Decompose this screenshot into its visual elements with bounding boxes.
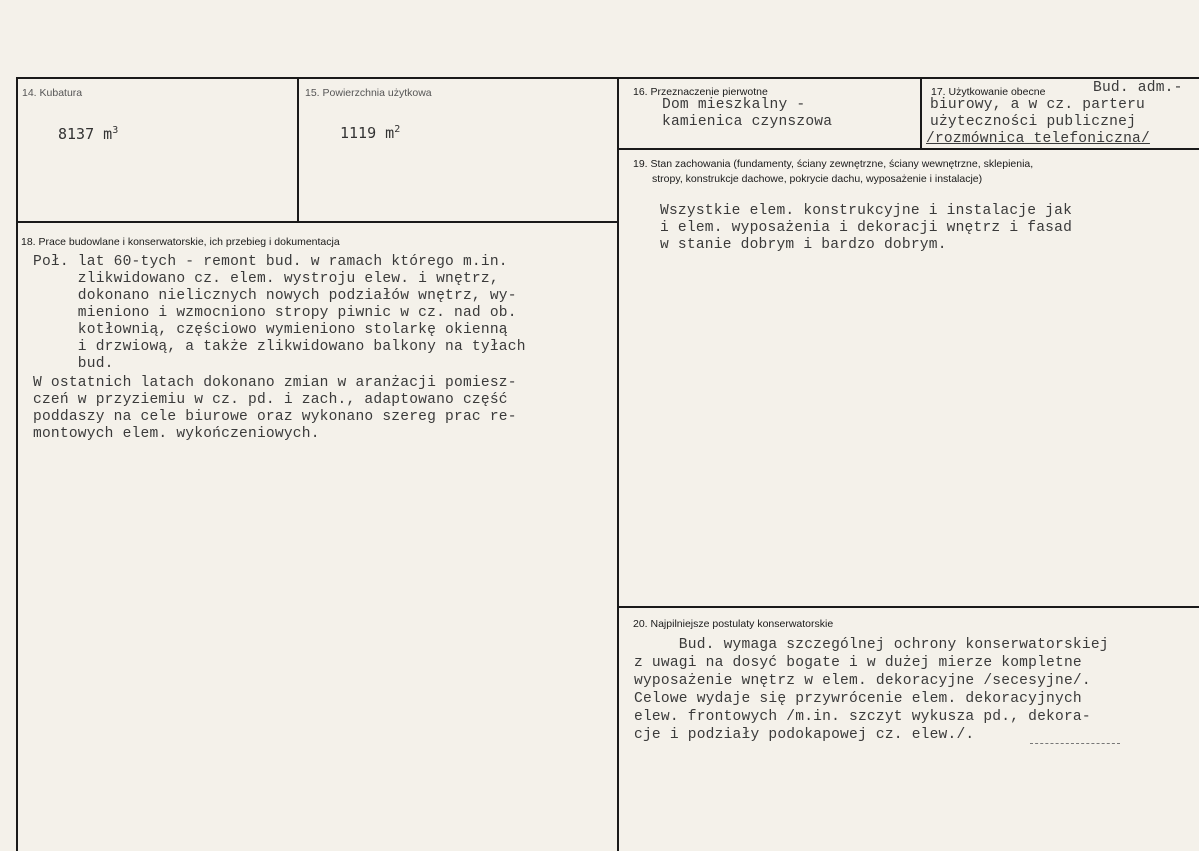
postulates-line: elew. frontowych /m.in. szczyt wykusza pd., dekora- [634, 709, 1091, 725]
condition-line: Wszystkie elem. konstrukcyjne i instalacje jak [660, 203, 1073, 219]
postulates-line: cje i podziały podokapowej cz. elew./. [634, 727, 975, 743]
works-line: czeń w przyziemiu w cz. pd. i zach., adaptowano część [33, 392, 508, 408]
rule-below-14-15 [16, 221, 618, 223]
current-use-first: Bud. adm.- [1093, 80, 1183, 96]
top-rule [16, 77, 1199, 79]
original-purpose-line: Dom mieszkalny - [662, 97, 806, 113]
field-19-label: 19. Stan zachowania (fundamenty, ściany zewnętrzne, ściany wewnętrzne, sklepienia, [633, 158, 1034, 170]
left-edge [16, 77, 18, 851]
postulates-line: Bud. wymaga szczególnej ochrony konserwatorskiej [634, 637, 1109, 653]
works-line: zlikwidowano cz. elem. wystroju elew. i wnętrz, [33, 271, 499, 287]
field-15-label: 15. Powierzchnia użytkowa [305, 87, 432, 99]
current-use-line: /rozmównica telefoniczna/ [926, 131, 1150, 147]
works-line: W ostatnich latach dokonano zmian w aranżacji pomiesz- [33, 375, 517, 391]
divider-main [617, 77, 619, 851]
rule-below-16-17 [618, 148, 1199, 150]
current-use-line: użyteczności publicznej [930, 114, 1137, 130]
current-use-line: biurowy, a w cz. parteru [930, 97, 1145, 113]
field-14-label: 14. Kubatura [22, 87, 83, 99]
usable-area-unit: $m^2$ [385, 124, 401, 142]
divider-14-15 [297, 77, 299, 222]
rule-above-20 [618, 606, 1199, 608]
cubature-value [58, 125, 118, 143]
field-17-label: 17. Użytkowanie obecne [931, 86, 1046, 98]
works-line: dokonano nielicznych nowych podziałów wnętrz, wy- [33, 288, 517, 304]
works-line: Poł. lat 60-tych - remont bud. w ramach którego m.in. [33, 254, 508, 270]
field-19-label-cont: stropy, konstrukcje dachowe, pokrycie dachu, wyposażenie i instalacje) [652, 173, 983, 185]
condition-line: w stanie dobrym i bardzo dobrym. [660, 237, 947, 253]
works-line: kotłownią, częściowo wymieniono stolarkę okienną [33, 322, 508, 338]
usable-area-value [340, 124, 400, 142]
usable-area-number: 1119 [340, 124, 377, 142]
condition-line: i elem. wyposażenia i dekoracji wnętrz i fasad [660, 220, 1073, 236]
works-line: montowych elem. wykończeniowych. [33, 426, 320, 442]
works-line: poddaszy na cele biurowe oraz wykonano szereg prac re- [33, 409, 517, 425]
field-18-label: 18. Prace budowlane i konserwatorskie, ich przebieg i dokumentacja [21, 236, 340, 248]
works-line: bud. [33, 356, 114, 372]
postulates-line: Celowe wydaje się przywrócenie elem. dekoracyjnych [634, 691, 1082, 707]
works-line: mieniono i wzmocniono stropy piwnic w cz. nad ob. [33, 305, 517, 321]
postulates-line: z uwagi na dosyć bogate i w dużej mierze kompletne [634, 655, 1082, 671]
original-purpose-line: kamienica czynszowa [662, 114, 833, 130]
divider-16-17 [920, 77, 922, 149]
postulates-line: wyposażenie wnętrz w elem. dekoracyjne /secesyjne/. [634, 673, 1091, 689]
field-16-label: 16. Przeznaczenie pierwotne [633, 86, 768, 98]
cubature-unit: $m^3$ [103, 125, 119, 143]
cubature-number: 8137 [58, 125, 95, 143]
field-20-label: 20. Najpilniejsze postulaty konserwatorskie [633, 618, 834, 630]
closing-dash [1030, 743, 1120, 744]
works-line: i drzwiową, a także zlikwidowano balkony na tyłach [33, 339, 526, 355]
